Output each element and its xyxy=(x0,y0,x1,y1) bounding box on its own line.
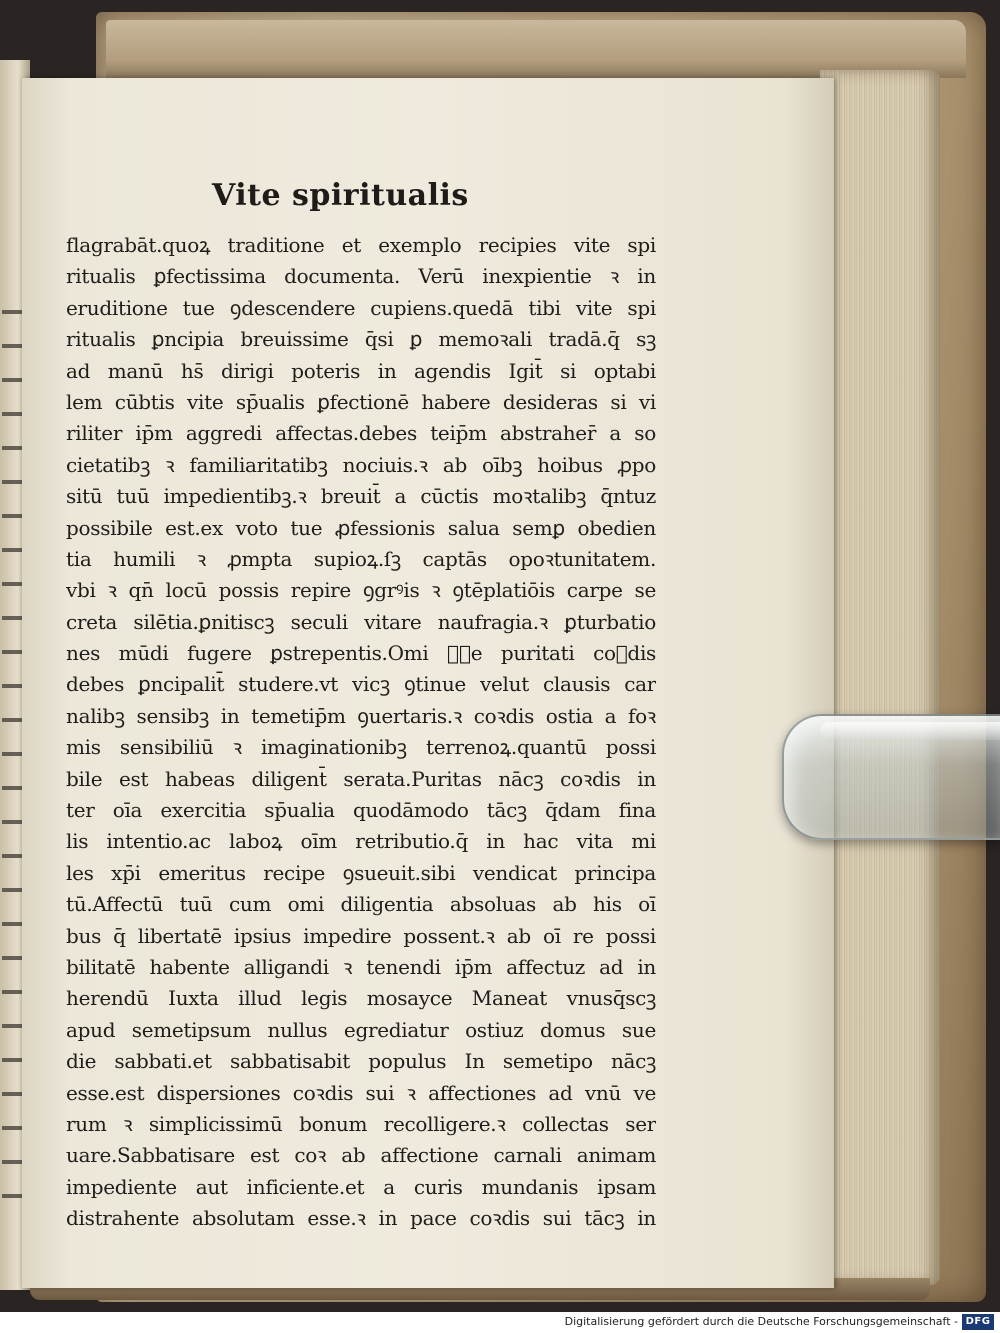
text-line: cietatibꝫ ꝛ familiaritatibꝫ nociuis.ꝛ ab oībꝫ hoibus ꝓpo xyxy=(66,452,656,477)
text-line: rum ꝛ simplicissimū bonum recolligere.ꝛ collectas ser xyxy=(66,1111,656,1136)
text-line: ter oīa exercitia sp̄ualia quodāmodo tācꝫ q̄dam fina xyxy=(66,798,656,823)
text-line: uare.Sabbatisare est coꝛ ab affectione carnali animam xyxy=(66,1143,656,1168)
text-line: die sabbati.et sabbatisabit populus In semetipo nācꝫ xyxy=(66,1049,656,1074)
text-line: bile est habeas diligent̄ serata.Puritas nācꝫ coꝛdis in xyxy=(66,766,656,791)
dfg-logo: DFG xyxy=(962,1314,994,1330)
text-line: riliter ip̄m aggredi affectas.debes teip̄m abstraher̄ a so xyxy=(66,421,656,446)
text-line: creta silētia.ꝑnitiscꝫ seculi vitare naufragia.ꝛ ꝑturbatio xyxy=(66,609,656,634)
text-line: mis sensibiliū ꝛ imaginationibꝫ terrenoꝝ.quantū possi xyxy=(66,735,656,760)
text-line: nes mūdi fugere ꝑstrepentis.Omi ꝗ᷑e puritati coꝛdis xyxy=(66,641,656,666)
text-line: flagrabāt.quoꝝ traditione et exemplo recipies vite spi xyxy=(66,233,656,257)
page-text-block xyxy=(66,230,656,1235)
text-line: impediente aut inficiente.et a curis mundanis ipsam xyxy=(66,1174,656,1199)
text-line: nalibꝫ sensibꝫ in temetip̄m ꝯuertaris.ꝛ coꝛdis ostia a foꝛ xyxy=(66,703,656,728)
text-line: ritualis ꝑfectissima documenta. Verū inexpientie ꝛ in xyxy=(66,264,656,289)
text-line: lis intentio.ac laboꝝ oīm retributio.q̄ in hac vita mi xyxy=(66,829,656,854)
text-line: les xp̄i emeritus recipe ꝯsueuit.sibi vendicat principa xyxy=(66,860,656,885)
text-line: esse.est dispersiones coꝛdis sui ꝛ affectiones ad vnū ve xyxy=(66,1080,656,1105)
text-line: lem cūbtis vite sp̄ualis ꝑfectionē habere desideras si vi xyxy=(66,389,656,414)
text-line: tū.Affectū tuū cum omi diligentia absoluas ab his oī xyxy=(66,892,656,917)
text-line: bus q̄ libertatē ipsius impedire possent.ꝛ ab oī re possi xyxy=(66,923,656,948)
page-header: Vite spiritualis xyxy=(212,178,469,213)
footer-bar xyxy=(0,1312,1000,1333)
text-line: bilitatē habente alligandi ꝛ tenendi ip̄m affectuz ad in xyxy=(66,954,656,979)
page-fore-edge xyxy=(820,70,940,1285)
text-line: sitū tuū impedientibꝫ.ꝛ breuit̄ a cūctis moꝛtalibꝫ q̄ntuz xyxy=(66,484,656,509)
text-line: herendū Iuxta illud legis mosayce Maneat vnusq̄scꝫ xyxy=(66,986,656,1011)
text-line: eruditione tue ꝯdescendere cupiens.quedā tibi vite spi xyxy=(66,295,656,320)
text-line: ritualis ꝑncipia breuissime q̄si ꝑ memoꝛali tradā.q̄ sꝫ xyxy=(66,327,656,352)
text-line: possibile est.ex voto tue ꝓfessionis salua semꝑ obedien xyxy=(66,515,656,540)
text-line: ad manū hs̄ dirigi poteris in agendis Igit̄ si optabi xyxy=(66,358,656,383)
text-line: vbi ꝛ qn̄ locū possis repire ꝯgrꝰis ꝛ ꝯtēplatiōis carpe se xyxy=(66,578,656,603)
text-line: distrahente absolutam esse.ꝛ in pace coꝛdis sui tācꝫ in xyxy=(66,1206,656,1231)
glass-highlight xyxy=(820,722,1000,740)
text-line: apud semetipsum nullus egrediatur ostiuz domus sue xyxy=(66,1017,656,1042)
text-line: debes ꝑncipalit̄ studere.vt vicꝫ ꝯtinue velut clausis car xyxy=(66,672,656,697)
funding-credit: Digitalisierung gefördert durch die Deutsche Forschungsgemeinschaft - xyxy=(564,1315,958,1328)
text-line: tia humili ꝛ ꝓmpta supioꝝ.ſꝫ captās opoꝛtunitatem. xyxy=(66,546,656,571)
